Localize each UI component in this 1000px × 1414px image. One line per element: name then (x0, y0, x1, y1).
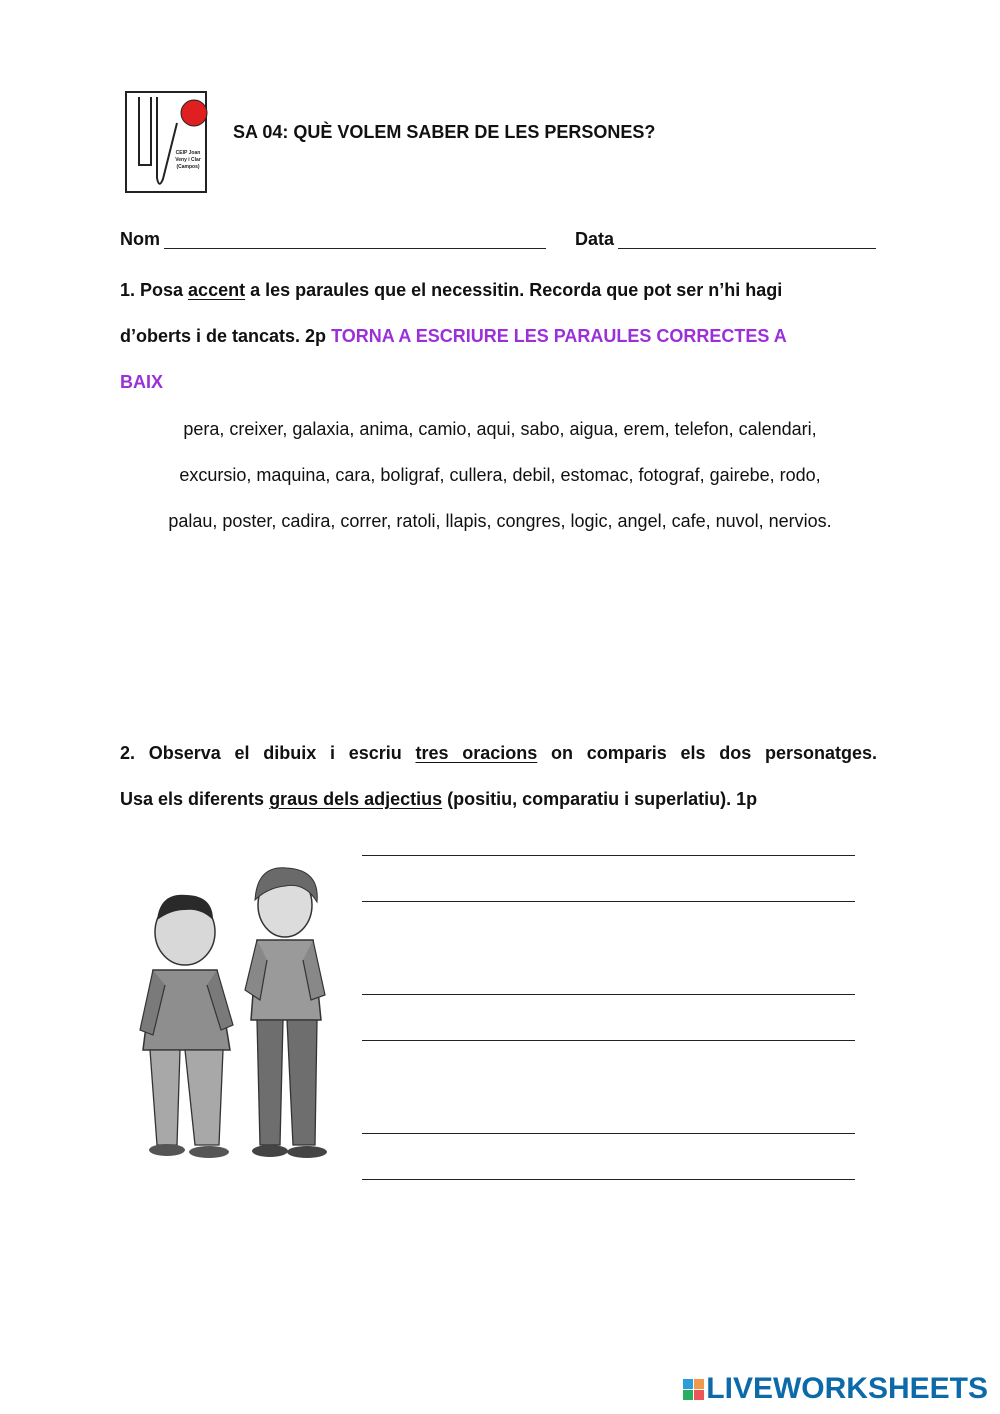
question-2-line-1 (120, 743, 877, 764)
school-logo (125, 91, 207, 193)
q2-line2-b: (positiu, comparatiu i superlatiu). 1p (442, 789, 758, 809)
logo-icon (127, 93, 209, 195)
question-1-line-1 (120, 280, 880, 301)
q1-instruction-a: TORNA A ESCRIURE LES PARAULES CORRECTES A (331, 326, 787, 346)
q1-underlined: accent (188, 280, 246, 300)
liveworksheets-icon (683, 1379, 704, 1400)
q2-line1-u: tres oracions (415, 743, 538, 763)
tall-boy-figure (245, 868, 327, 1158)
logo-text: CEIP Joan Veny i Clar (Campos) (175, 150, 201, 170)
question-2-line-2 (120, 789, 757, 810)
q2-line1-a: 2. Observa el dibuix i escriu (120, 743, 416, 763)
q1-line1-rest: a les paraules que el necessitin. Recorda que pot ser n’hi hagi (245, 280, 783, 300)
name-label: Nom (120, 229, 160, 249)
two-boys-illustration (135, 860, 330, 1165)
q2-line2-a: Usa els diferents (120, 789, 270, 809)
answer-line-6[interactable] (362, 1179, 855, 1180)
answer-line-5[interactable] (362, 1133, 855, 1134)
name-field[interactable] (164, 230, 546, 249)
word-list-line-2: excursio, maquina, cara, boligraf, cullera, debil, estomac, fotograf, gairebe, rodo, (179, 465, 821, 485)
liveworksheets-logo (683, 1372, 988, 1406)
q1-prefix: 1. Posa (120, 280, 189, 300)
date-field[interactable] (618, 230, 876, 249)
answer-line-4[interactable] (362, 1040, 855, 1041)
word-list-line-3: palau, poster, cadira, correr, ratoli, llapis, congres, logic, angel, cafe, nuvol, nervios. (168, 511, 832, 531)
q2-line2-u: graus dels adjectius (269, 789, 443, 809)
date-label: Data (575, 229, 615, 249)
question-1-line-2 (120, 326, 880, 347)
q1-line2: d’oberts i de tancats. 2p (120, 326, 332, 346)
q2-line1-b: on comparis els dos personatges. (537, 743, 877, 763)
answer-line-3[interactable] (362, 994, 855, 995)
q1-instruction-b: BAIX (120, 372, 164, 392)
answer-line-2[interactable] (362, 901, 855, 902)
answer-line-1[interactable] (362, 855, 855, 856)
word-list-line-1: pera, creixer, galaxia, anima, camio, aqui, sabo, aigua, erem, telefon, calendari, (183, 419, 817, 439)
brand-name: LIVEWORKSHEETS (706, 1372, 988, 1405)
page-title: SA 04: QUÈ VOLEM SABER DE LES PERSONES? (233, 122, 656, 142)
short-boy-figure (140, 895, 233, 1158)
